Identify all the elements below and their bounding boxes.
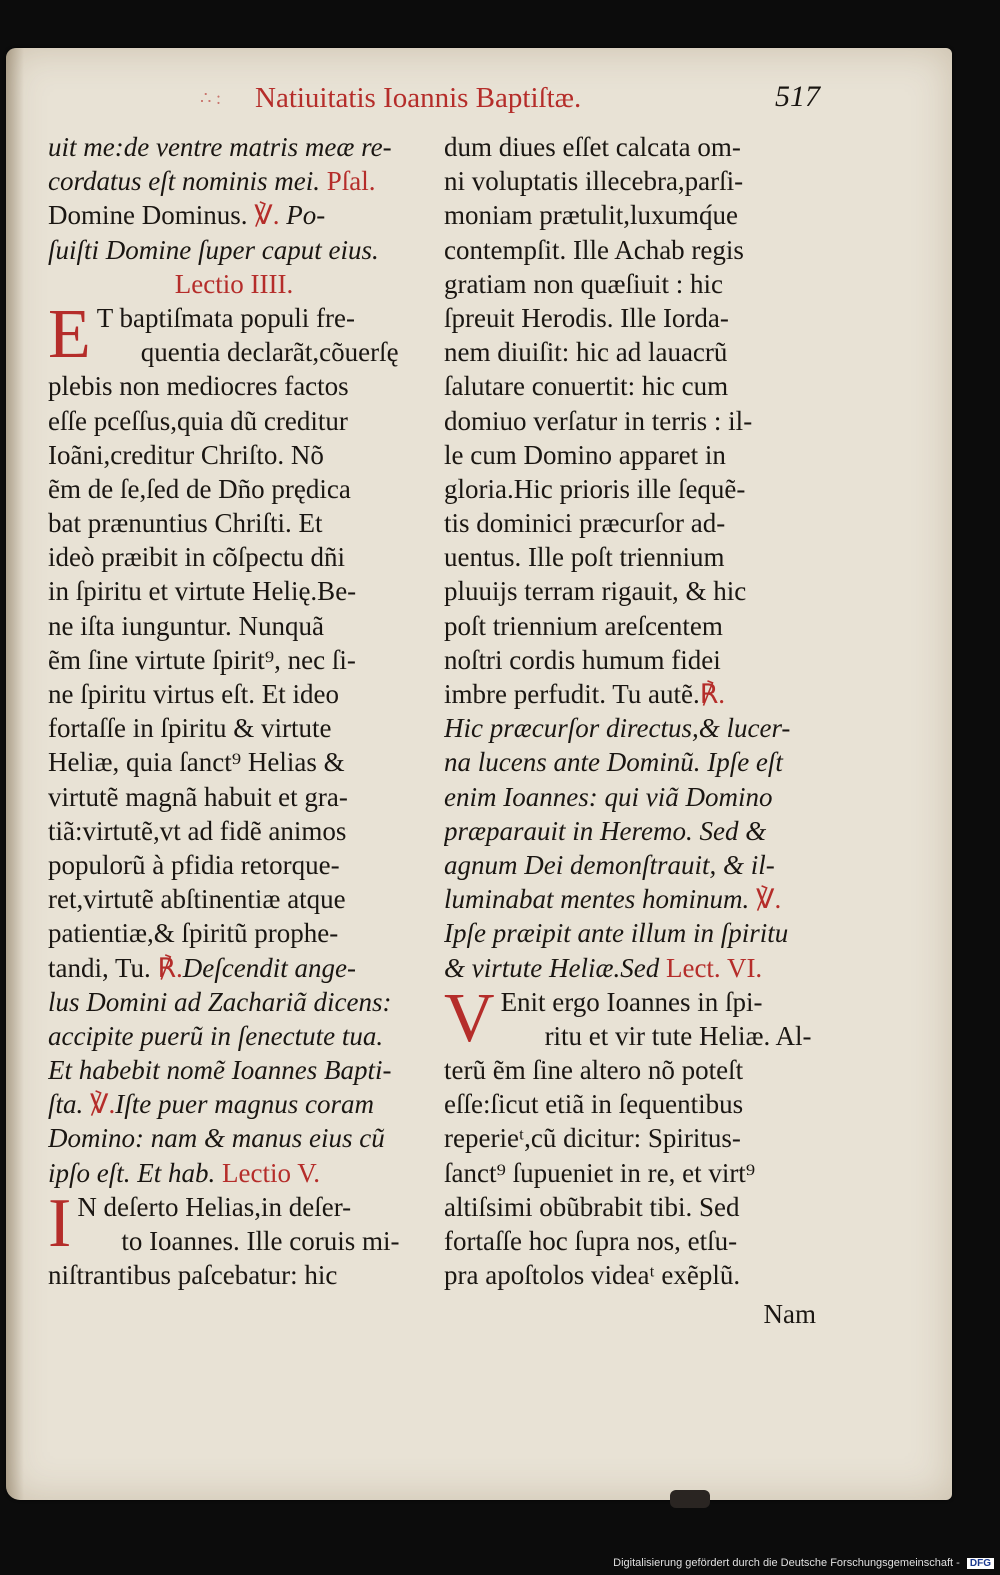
text-run: dum diues eſſet calcata om- — [444, 132, 741, 162]
text-run: pra apoſtolos videaᵗ exẽplũ. — [444, 1260, 741, 1291]
text-run: Heliæ, quia ſanct⁹ Helias & — [48, 747, 345, 778]
text-line — [444, 574, 816, 608]
rubricated-initial: V — [444, 979, 495, 1057]
text-line — [48, 677, 420, 711]
text-run: bat prænuntius Chriſti. Et — [48, 508, 323, 539]
text-line — [48, 951, 420, 985]
text-line — [444, 814, 816, 848]
text-line — [48, 404, 420, 438]
text-run: eſſe pceſſus,quia dũ creditur — [48, 405, 348, 436]
text-run: gloria.Hic prioris ille ſequẽ- — [444, 473, 746, 504]
text-line — [48, 369, 420, 403]
text-run: Lect. VI. — [665, 952, 763, 983]
text-run: præparauit in Heremo. Sed & — [444, 815, 767, 846]
text-run: Lectio IIII. — [174, 268, 294, 299]
text-line — [48, 643, 420, 677]
header-ornament: ∴ : — [200, 88, 221, 108]
text-line — [48, 574, 420, 608]
text-run: moniam prætulit,luxumq́ue — [444, 200, 738, 231]
text-run: ideò præibit in cõſpectu dñi — [48, 542, 345, 573]
text-line — [48, 916, 420, 950]
text-run: N deſerto Helias,in deſer- — [77, 1191, 352, 1222]
text-line — [48, 1019, 420, 1053]
text-run: patientiæ,& ſpiritũ prophe- — [48, 918, 339, 949]
text-line — [444, 1156, 816, 1190]
text-run: Po- — [286, 200, 326, 231]
text-run: Lectio V. — [221, 1157, 320, 1188]
text-run: eſſe:ſicut etiã in ſequentibus — [444, 1089, 744, 1120]
text-line — [77, 1224, 420, 1258]
text-run: cordatus eſt nominis mei. — [48, 166, 327, 197]
text-run: Hic præcurſor directus,& lucer- — [444, 713, 791, 744]
text-line — [444, 1121, 816, 1155]
text-run: Ioãni,creditur Chriſto. Nõ — [48, 439, 324, 470]
text-run: imbre perfudit. Tu autẽ. — [444, 679, 700, 709]
text-line — [501, 1019, 816, 1053]
text-run: fortaſſe in ſpiritu & virtute — [48, 713, 332, 744]
text-line — [48, 609, 420, 643]
rubricated-initial: E — [48, 295, 91, 373]
text-run: uit me:de ventre matris meæ re- — [48, 132, 392, 162]
text-run: ℣. — [755, 884, 782, 915]
text-line — [444, 233, 816, 267]
right-text-column — [444, 130, 816, 1292]
text-run: ritu et vir tute Heliæ. Al- — [544, 1020, 812, 1051]
text-run: na lucens ante Dominũ. Ipſe eſt — [444, 747, 783, 778]
text-run: tis dominici præcurſor ad- — [444, 508, 726, 539]
text-line — [444, 643, 816, 677]
text-run: Domino: nam & manus eius cũ — [48, 1123, 385, 1154]
text-run: Iſte puer magnus coram — [115, 1089, 374, 1120]
text-run: noſtri cordis humum fidei — [444, 644, 721, 675]
text-run: in ſpiritu et virtute Helię.Be- — [48, 576, 357, 607]
text-run: enim Ioannes: qui viã Domino — [444, 781, 773, 812]
text-run: Ipſe præipit ante illum in ſpiritu — [444, 918, 789, 949]
text-line — [48, 506, 420, 540]
text-line — [48, 540, 420, 574]
catchword-container — [444, 1297, 816, 1331]
text-run: ipſo eſt. Et hab. — [48, 1157, 222, 1188]
text-line — [48, 882, 420, 916]
text-run: ſpreuit Herodis. Ille Iorda- — [444, 302, 729, 333]
text-run: ℟. — [157, 952, 183, 983]
text-run: ℣. — [90, 1089, 116, 1120]
text-run: terũ ẽm ſine altero nõ poteſt — [444, 1055, 744, 1086]
text-line — [444, 745, 816, 779]
text-run: contempſit. Ille Achab regis — [444, 234, 744, 265]
text-line — [444, 369, 816, 403]
text-line — [48, 848, 420, 882]
text-run: populorũ à pfidia retorque- — [48, 849, 340, 880]
text-run: reperieᵗ,cũ dicitur: Spiritus- — [444, 1123, 741, 1154]
text-run: ẽm de ſe,ſed de Dño prędica — [48, 473, 351, 504]
text-line — [444, 882, 816, 916]
text-line — [444, 335, 816, 369]
text-run: tiã:virtutẽ,vt ad fidẽ animos — [48, 815, 347, 846]
text-run: fortaſſe hoc ſupra nos, etſu- — [444, 1226, 738, 1256]
text-line — [444, 1087, 816, 1121]
text-run: T baptiſmata populi fre- — [96, 302, 355, 333]
text-run: le cum Domino apparet in — [444, 439, 726, 470]
left-text-column — [48, 130, 420, 1292]
text-line — [48, 1053, 420, 1087]
text-line — [48, 130, 420, 164]
rubricated-initial: I — [48, 1184, 72, 1262]
text-line — [48, 1156, 420, 1190]
text-line — [48, 780, 420, 814]
catchword: Nam — [763, 1299, 816, 1329]
text-run: nem diuiſit: hic ad lauacrũ — [444, 337, 728, 368]
text-line — [444, 404, 816, 438]
text-line — [48, 745, 420, 779]
text-line — [48, 267, 420, 301]
text-line — [444, 301, 816, 335]
text-line — [444, 848, 816, 882]
text-line — [444, 472, 816, 506]
text-run: ne iſta iunguntur. Nunquã — [48, 610, 324, 641]
text-line — [444, 1224, 816, 1258]
text-line — [48, 472, 420, 506]
footer-text: Digitalisierung gefördert durch die Deutsche Forschungsgemeinschaft - — [613, 1557, 960, 1569]
text-run: to Ioannes. Ille coruis mi- — [121, 1226, 400, 1256]
folio-number: 517 — [775, 80, 820, 113]
text-run: Et habebit nomẽ Ioannes Bapti- — [48, 1055, 392, 1086]
dfg-logo: DFG — [967, 1558, 994, 1569]
text-line — [444, 1258, 816, 1292]
text-line — [48, 233, 420, 267]
text-run: quentia declarãt,cõuerſę — [140, 337, 399, 368]
text-line — [444, 711, 816, 745]
text-run: accipite puerũ in ſenectute tua. — [48, 1020, 384, 1051]
footer-credit — [0, 1557, 994, 1569]
text-line — [444, 164, 816, 198]
text-run: pluuijs terram rigauit, & hic — [444, 576, 747, 607]
text-run: ℟. — [699, 679, 725, 709]
text-line — [48, 164, 420, 198]
text-run: ſalutare conuertit: hic cum — [444, 371, 729, 402]
text-run: luminabat mentes hominum. — [444, 884, 756, 915]
text-run: Pſal. — [326, 166, 376, 197]
text-line — [444, 540, 816, 574]
text-run: altiſsimi obũbrabit tibi. Sed — [444, 1191, 740, 1222]
text-run: ℣. — [254, 200, 287, 231]
text-run: ſuiſti Domine ſuper caput eius. — [48, 234, 379, 265]
text-run: uentus. Ille poſt triennium — [444, 542, 725, 573]
text-run: lus Domini ad Zachariã dicens: — [48, 986, 392, 1017]
text-run: tandi, Tu. — [48, 952, 158, 983]
text-run: Domine Dominus. — [48, 200, 255, 231]
text-line — [444, 130, 816, 164]
text-run: ret,virtutẽ abſtinentiæ atque — [48, 884, 346, 915]
text-line — [444, 1190, 816, 1224]
text-run: poſt triennium areſcentem — [444, 610, 723, 641]
text-run: niſtrantibus paſcebatur: hic — [48, 1260, 338, 1291]
text-line — [444, 438, 816, 472]
text-run: & virtute Heliæ.Sed — [444, 952, 666, 983]
text-line — [444, 198, 816, 232]
running-header — [200, 80, 820, 120]
running-title: Natiuitatis Ioannis Baptiſtæ. — [255, 82, 582, 114]
page-gutter-shadow — [6, 48, 24, 1500]
text-line — [48, 198, 420, 232]
text-line — [444, 1053, 816, 1087]
text-run: domiuo verſatur in terris : il- — [444, 405, 753, 436]
text-line — [444, 506, 816, 540]
text-line — [48, 711, 420, 745]
text-run: agnum Dei demonſtrauit, & il- — [444, 849, 775, 880]
text-line — [444, 267, 816, 301]
clip-shadow — [670, 1490, 710, 1508]
text-line — [444, 951, 816, 985]
text-run: Enit ergo Ioannes in ſpi- — [500, 986, 763, 1017]
text-run: virtutẽ magnã habuit et gra- — [48, 781, 348, 812]
text-line — [444, 916, 816, 950]
text-line — [48, 814, 420, 848]
text-line — [48, 1087, 420, 1121]
text-line — [97, 335, 420, 369]
text-line — [444, 780, 816, 814]
text-run: ſta. — [48, 1089, 91, 1120]
text-line — [48, 985, 420, 1019]
text-run: ni voluptatis illecebra,parſi- — [444, 166, 744, 197]
text-run: Deſcendit ange- — [182, 952, 356, 983]
text-run: gratiam non quæſiuit : hic — [444, 268, 723, 299]
text-line — [444, 677, 816, 711]
text-run: ne ſpiritu virtus eſt. Et ideo — [48, 679, 339, 709]
text-run: ſanct⁹ ſupueniet in re, et virt⁹ — [444, 1157, 756, 1188]
text-run: ẽm ſine virtute ſpirit⁹, nec ſi- — [48, 644, 356, 675]
text-line — [48, 1258, 420, 1292]
text-line — [48, 1121, 420, 1155]
text-run: plebis non mediocres factos — [48, 371, 349, 402]
text-line — [444, 609, 816, 643]
text-line — [48, 438, 420, 472]
